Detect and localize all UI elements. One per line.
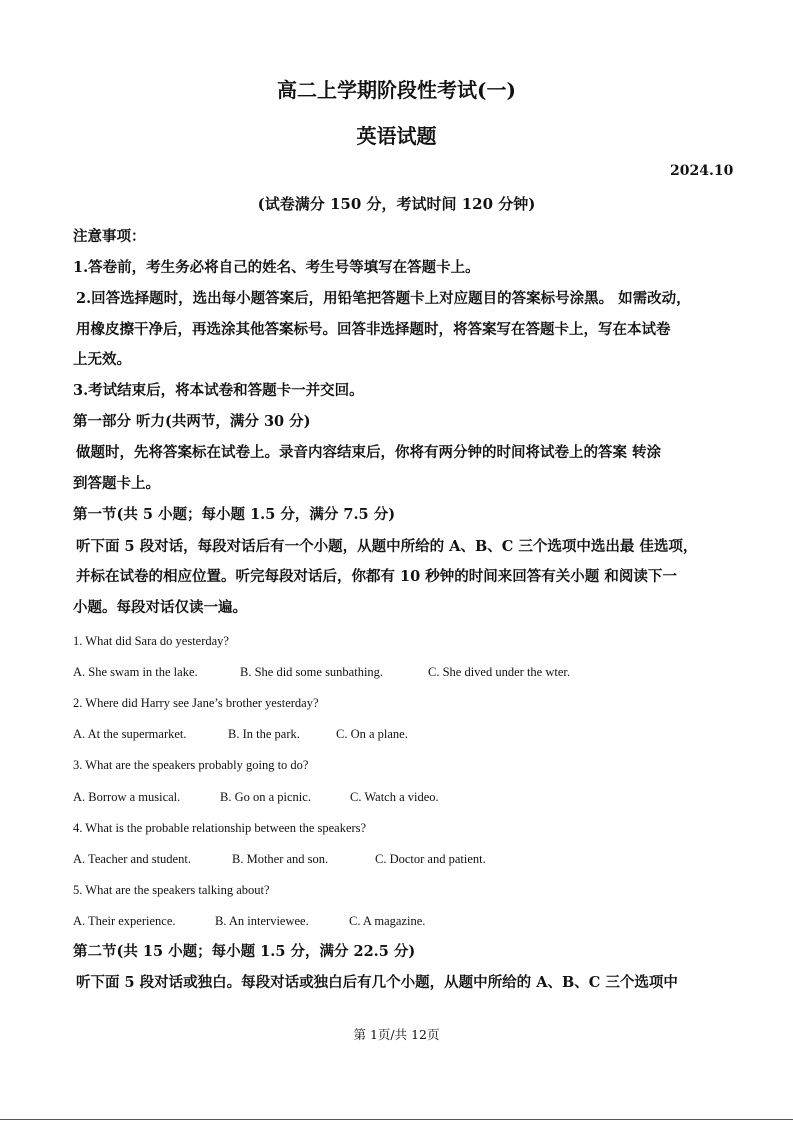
notes-heading: 注意事项：: [73, 228, 146, 245]
question-1-option-b: B. She did some sunbathing.: [240, 665, 384, 679]
section1-instructions-line-3: 小题。每段对话仅读一遍。: [73, 599, 247, 616]
note-item-2-line-3: 上无效。: [73, 351, 131, 368]
section1-instructions-line-2: 并标在试卷的相应位置。听完每段对话后，你都有 10 秒钟的时间来回答有关小题 和阅读下一: [76, 568, 677, 585]
page-bottom-divider: [0, 1119, 793, 1120]
question-5-option-b: B. An interviewee.: [215, 914, 309, 928]
note-item-1: 1.答卷前，考生务必将自己的姓名、考生号等填写在答题卡上。: [73, 259, 480, 276]
section1-heading: 第一节(共 5 小题；每小题 1.5 分，满分 7.5 分): [73, 506, 396, 523]
section2-instructions-line-1: 听下面 5 段对话或独白。每段对话或独白后有几个小题，从题中所给的 A、B、C 三个选项中: [76, 974, 678, 991]
question-1-option-a: A. She swam in the lake.: [73, 665, 198, 679]
question-3-option-c: C. Watch a video.: [350, 790, 439, 804]
question-1: 1. What did Sara do yesterday?: [73, 634, 229, 648]
note-item-2-line-1: 2.回答选择题时，选出每小题答案后，用铅笔把答题卡上对应题目的答案标号涂黑。 如需改动，: [76, 290, 691, 307]
question-2-option-c: C. On a plane.: [336, 727, 408, 741]
question-2: 2. Where did Harry see Jane’s brother yesterday?: [73, 696, 319, 710]
part1-heading: 第一部分 听力(共两节，满分 30 分): [73, 413, 311, 430]
section2-heading: 第二节(共 15 小题；每小题 1.5 分，满分 22.5 分): [73, 943, 416, 960]
question-3: 3. What are the speakers probably going to do?: [73, 758, 309, 772]
question-3-option-b: B. Go on a picnic.: [220, 790, 311, 804]
question-4-option-a: A. Teacher and student.: [73, 852, 191, 866]
page-number: 第 1页/共 12页: [353, 1027, 440, 1042]
part1-instructions-line-2: 到答题卡上。: [73, 475, 160, 492]
question-4-option-c: C. Doctor and patient.: [375, 852, 486, 866]
question-2-option-b: B. In the park.: [228, 727, 300, 741]
exam-info: (试卷满分 150 分，考试时间 120 分钟): [257, 195, 536, 213]
section1-instructions-line-1: 听下面 5 段对话，每段对话后有一个小题，从题中所给的 A、B、C 三个选项中选出最 佳选项，: [76, 538, 698, 555]
question-5-option-a: A. Their experience.: [73, 914, 176, 928]
question-3-option-a: A. Borrow a musical.: [73, 790, 181, 804]
part1-instructions-line-1: 做题时，先将答案标在试卷上。录音内容结束后，你将有两分钟的时间将试卷上的答案 转涂: [76, 444, 662, 461]
exam-date: 2024.10: [670, 163, 734, 179]
question-5-option-c: C. A magazine.: [349, 914, 426, 928]
note-item-3: 3.考试结束后，将本试卷和答题卡一并交回。: [73, 382, 364, 399]
exam-title: 高二上学期阶段性考试(一): [277, 78, 516, 102]
subject-title: 英语试题: [356, 124, 437, 148]
question-4-option-b: B. Mother and son.: [232, 852, 329, 866]
question-4: 4. What is the probable relationship between the speakers?: [73, 821, 367, 835]
question-5: 5. What are the speakers talking about?: [73, 883, 270, 897]
question-2-option-a: A. At the supermarket.: [73, 727, 187, 741]
question-1-option-c: C. She dived under the wter.: [428, 665, 570, 679]
note-item-2-line-2: 用橡皮擦干净后，再选涂其他答案标号。回答非选择题时，将答案写在答题卡上，写在本试卷: [76, 321, 671, 338]
